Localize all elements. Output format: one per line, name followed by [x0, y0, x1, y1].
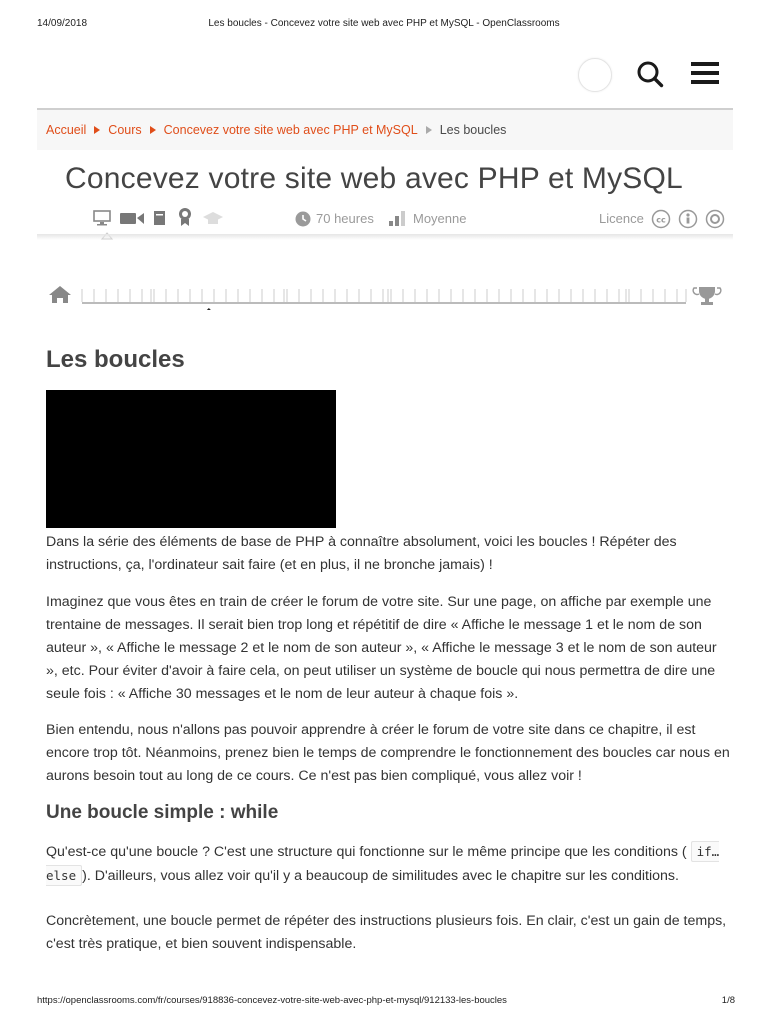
certificate-icon[interactable]	[177, 207, 193, 227]
nc-icon[interactable]	[705, 209, 725, 229]
header-actions	[578, 56, 728, 92]
breadcrumb-separator-icon	[94, 126, 100, 134]
monitor-icon[interactable]	[93, 210, 111, 226]
paragraph-intro: Dans la série des éléments de base de PHP à connaître absolument, voici les boucles ! Répéter des instructions, ça, l'ordinateur sait faire (et en plus, il ne bronche jamais) !	[46, 534, 677, 573]
by-icon[interactable]	[678, 209, 698, 229]
meta-divider	[37, 234, 733, 240]
paragraph-loop-usage: Concrètement, une boucle permet de répéter des instructions plusieurs fois. En clair, c'est un gain de temps, c'est très pratique, et bien souvent indispensable.	[46, 913, 727, 952]
breadcrumb-separator-icon	[150, 126, 156, 134]
level-bars-icon	[388, 209, 406, 227]
course-progress	[48, 284, 724, 310]
subsection-title: Une boucle simple : while	[46, 802, 279, 823]
paragraph-loop-definition	[46, 840, 730, 888]
course-title: Concevez votre site web avec PHP et MySQL	[65, 162, 683, 195]
breadcrumb-separator-icon	[426, 126, 432, 134]
license-label: Licence	[599, 211, 644, 226]
clock-icon	[295, 211, 311, 227]
print-page-number: 1/8	[721, 995, 735, 1006]
trophy-icon[interactable]	[693, 287, 721, 305]
svg-text:cc: cc	[656, 215, 666, 225]
search-icon[interactable]	[636, 60, 664, 88]
breadcrumb	[46, 123, 506, 137]
course-level: Moyenne	[413, 211, 467, 226]
inline-code: if… else	[46, 841, 719, 886]
paragraph-forum-example: Imaginez que vous êtes en train de créer le forum de votre site. Sur une page, on affiche par exemple une trentaine de messages. Il serait bien trop long et répétitif de dire « Affiche le message 1 et le nom de son auteur », « Affiche le message 2 et le nom de son auteur », « Affiche le message 3 et le nom de son auteur », etc. Pour éviter d'avoir à faire cela, on peut utiliser un système de boucle qui nous permettra de dire une seule fois : « Affiche 30 messages et le nom de leur auteur à chaque fois ».	[46, 594, 717, 702]
paragraph-text: ). D'ailleurs, vous allez voir qu'il y a beaucoup de similitudes avec le chapitre sur les conditions.	[82, 868, 679, 884]
course-meta	[37, 206, 733, 234]
progress-marker-icon	[203, 308, 215, 310]
avatar[interactable]	[578, 58, 612, 92]
graduation-cap-icon[interactable]	[202, 210, 224, 226]
print-url: https://openclassrooms.com/fr/courses/918836-concevez-votre-site-web-avec-php-et-mysql/912133-les-boucles	[37, 995, 507, 1006]
menu-icon[interactable]	[690, 60, 720, 86]
cc-icon[interactable]	[651, 209, 671, 229]
breadcrumb-courses[interactable]: Cours	[108, 123, 142, 137]
section-title: Les boucles	[46, 346, 185, 373]
progress-track	[82, 289, 686, 303]
paragraph-note: Bien entendu, nous n'allons pas pouvoir apprendre à créer le forum de votre site dans ce chapitre, il est encore trop tôt. Néanmoins, prenez bien le temps de comprendre le fonctionnement des boucles car nous en aurons besoin tout au long de ce cours. Ce n'est pas bien compliqué, vous allez voir !	[46, 722, 730, 784]
course-duration: 70 heures	[316, 211, 374, 226]
print-date: 14/09/2018	[37, 18, 88, 29]
print-page-title: Les boucles - Concevez votre site web avec PHP et MySQL - OpenClassrooms	[208, 18, 560, 29]
paragraph-text: Qu'est-ce qu'une boucle ? C'est une structure qui fonctionne sur le même principe que les conditions (	[46, 844, 687, 860]
breadcrumb-current: Les boucles	[439, 123, 507, 137]
video-player[interactable]	[46, 390, 336, 528]
book-icon[interactable]	[153, 210, 166, 226]
video-icon[interactable]	[119, 210, 145, 226]
home-icon[interactable]	[49, 286, 71, 303]
breadcrumb-home[interactable]: Accueil	[46, 123, 87, 137]
breadcrumb-course[interactable]: Concevez votre site web avec PHP et MySQL	[163, 123, 418, 137]
